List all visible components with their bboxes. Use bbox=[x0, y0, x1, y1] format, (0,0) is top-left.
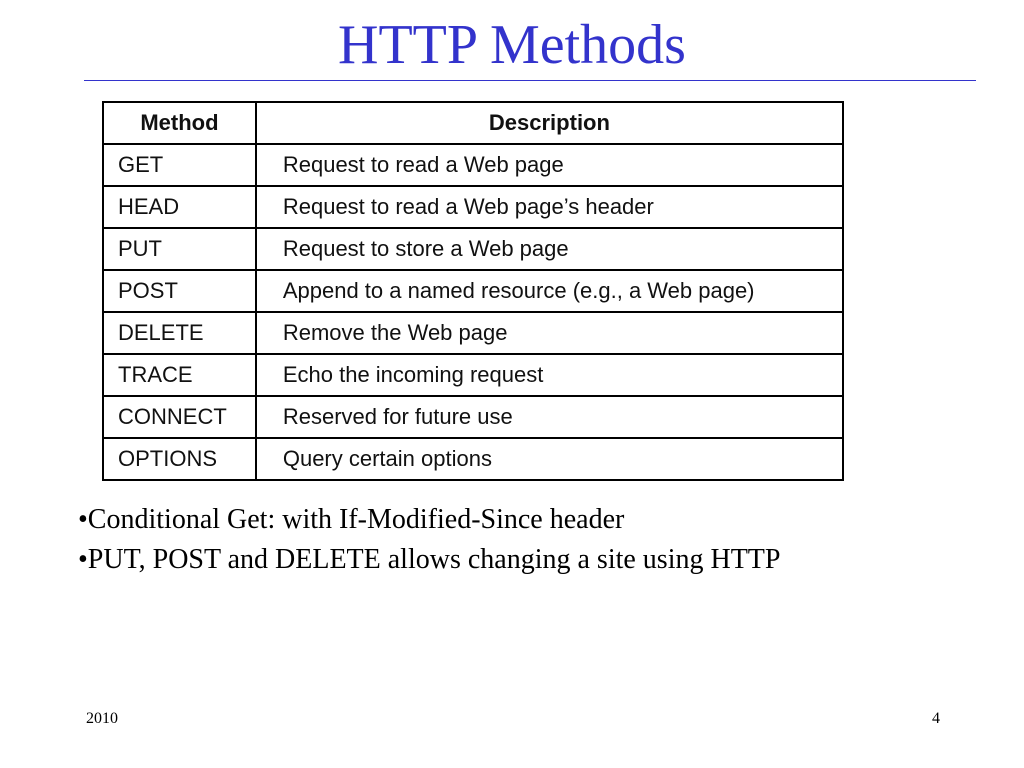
method-cell: GET bbox=[103, 144, 256, 186]
table-row bbox=[103, 228, 843, 270]
method-cell: TRACE bbox=[103, 354, 256, 396]
footer-year: 2010 bbox=[86, 710, 118, 727]
slide-title: HTTP Methods bbox=[338, 14, 686, 76]
table-row bbox=[103, 438, 843, 480]
http-methods-table bbox=[102, 101, 844, 481]
description-cell: Echo the incoming request bbox=[256, 354, 843, 396]
method-cell: POST bbox=[103, 270, 256, 312]
method-cell: DELETE bbox=[103, 312, 256, 354]
description-cell: Request to store a Web page bbox=[256, 228, 843, 270]
title-divider bbox=[84, 80, 976, 81]
table-row bbox=[103, 354, 843, 396]
table-row bbox=[103, 186, 843, 228]
bullet-item-modifying-methods: •PUT, POST and DELETE allows changing a site using HTTP bbox=[78, 544, 781, 575]
table-row bbox=[103, 312, 843, 354]
description-cell: Request to read a Web page’s header bbox=[256, 186, 843, 228]
page-number: 4 bbox=[932, 710, 940, 727]
table-header-row bbox=[103, 102, 843, 144]
bullet-list bbox=[78, 500, 780, 580]
method-cell: OPTIONS bbox=[103, 438, 256, 480]
description-cell: Reserved for future use bbox=[256, 396, 843, 438]
method-cell: PUT bbox=[103, 228, 256, 270]
description-cell: Remove the Web page bbox=[256, 312, 843, 354]
description-cell: Request to read a Web page bbox=[256, 144, 843, 186]
description-cell: Query certain options bbox=[256, 438, 843, 480]
table-row bbox=[103, 396, 843, 438]
column-header-description: Description bbox=[256, 102, 843, 144]
method-cell: CONNECT bbox=[103, 396, 256, 438]
method-cell: HEAD bbox=[103, 186, 256, 228]
table-row bbox=[103, 144, 843, 186]
table-row bbox=[103, 270, 843, 312]
column-header-method: Method bbox=[103, 102, 256, 144]
bullet-item-conditional-get: •Conditional Get: with If-Modified-Since header bbox=[78, 504, 625, 535]
description-cell: Append to a named resource (e.g., a Web page) bbox=[256, 270, 843, 312]
